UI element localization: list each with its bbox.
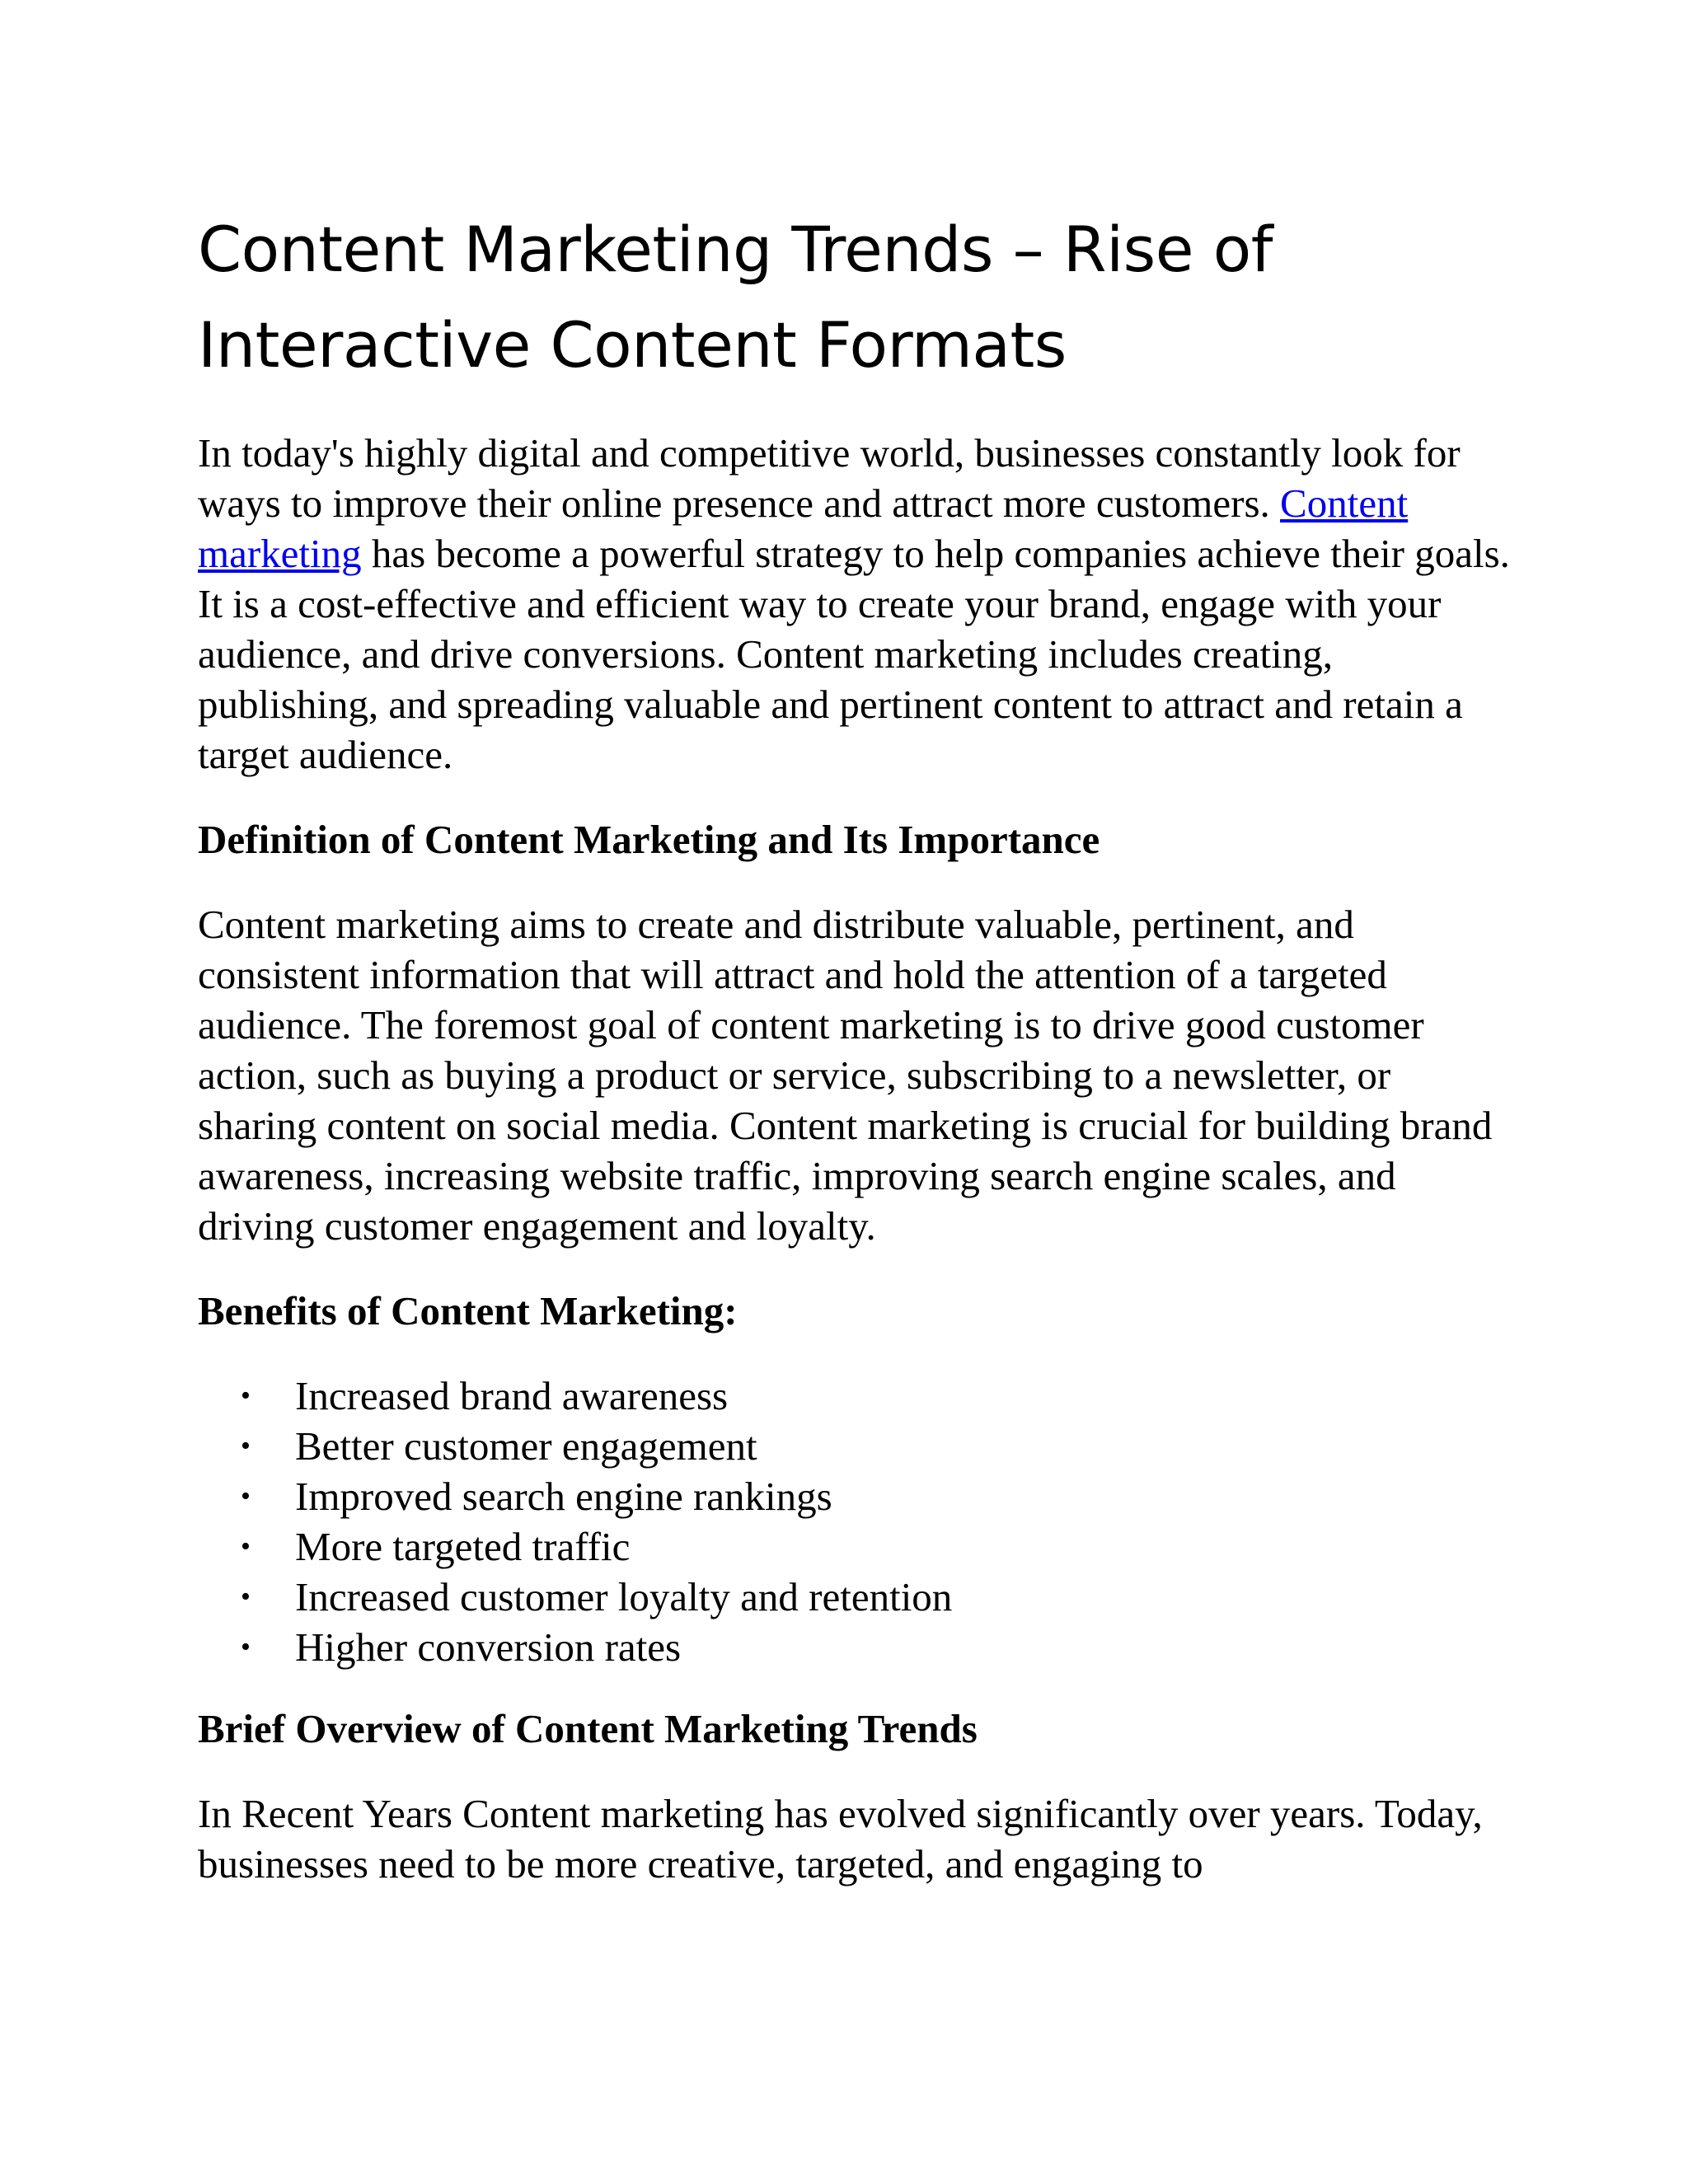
list-item-text: Improved search engine rankings (295, 1474, 832, 1519)
bullet-icon: • (241, 1632, 251, 1662)
list-item (198, 1572, 1517, 1622)
list-item (198, 1471, 1517, 1521)
list-item-text: Higher conversion rates (295, 1624, 682, 1670)
list-item-text: More targeted traffic (295, 1524, 631, 1569)
list-item-text: Increased brand awareness (295, 1373, 729, 1418)
list-item-text: Better customer engagement (295, 1423, 757, 1469)
bullet-icon: • (241, 1481, 251, 1511)
definition-heading: Definition of Content Marketing and Its Importance (198, 817, 1100, 862)
bullet-icon: • (241, 1380, 251, 1411)
intro-text-after-link: has become a powerful strategy to help companies achieve their goals. It is a cost-effective and efficient way to create your brand, engage with your audience, and drive conversions. Content marketing includes creating, publishing, and spreading valuable and pertinent content to attract and retain a target audience. (198, 531, 1510, 777)
list-item (198, 1521, 1517, 1572)
content-marketing-link[interactable]: Content marketing (198, 480, 1409, 576)
list-item (198, 1371, 1517, 1421)
page-title: Content Marketing Trends – Rise of Interactive Content Formats (198, 213, 1273, 382)
overview-paragraph: In Recent Years Content marketing has evolved significantly over years. Today, businesses need to be more creative, targeted, and engaging to (198, 1791, 1483, 1886)
bullet-icon: • (241, 1531, 251, 1562)
benefits-heading: Benefits of Content Marketing: (198, 1288, 738, 1333)
list-item (198, 1622, 1517, 1672)
intro-text-before-link: In today's highly digital and competitive world, businesses constantly look for ways to improve their online presence and attract more customers. (198, 430, 1461, 526)
overview-heading: Brief Overview of Content Marketing Trends (198, 1706, 978, 1751)
bullet-icon: • (241, 1582, 251, 1612)
bullet-icon: • (241, 1431, 251, 1461)
document-page (198, 202, 1517, 1924)
benefits-list (198, 1371, 1517, 1672)
list-item (198, 1421, 1517, 1471)
intro-paragraph (198, 428, 1517, 780)
definition-paragraph: Content marketing aims to create and distribute valuable, pertinent, and consistent information that will attract and hold the attention of a targeted audience. The foremost goal of content marketing is to drive good customer action, such as buying a product or service, subscribing to a newsletter, or sharing content on social media. Content marketing is crucial for building brand awareness, increasing website traffic, improving search engine scales, and driving customer engagement and loyalty. (198, 902, 1493, 1249)
list-item-text: Increased customer loyalty and retention (295, 1574, 953, 1619)
